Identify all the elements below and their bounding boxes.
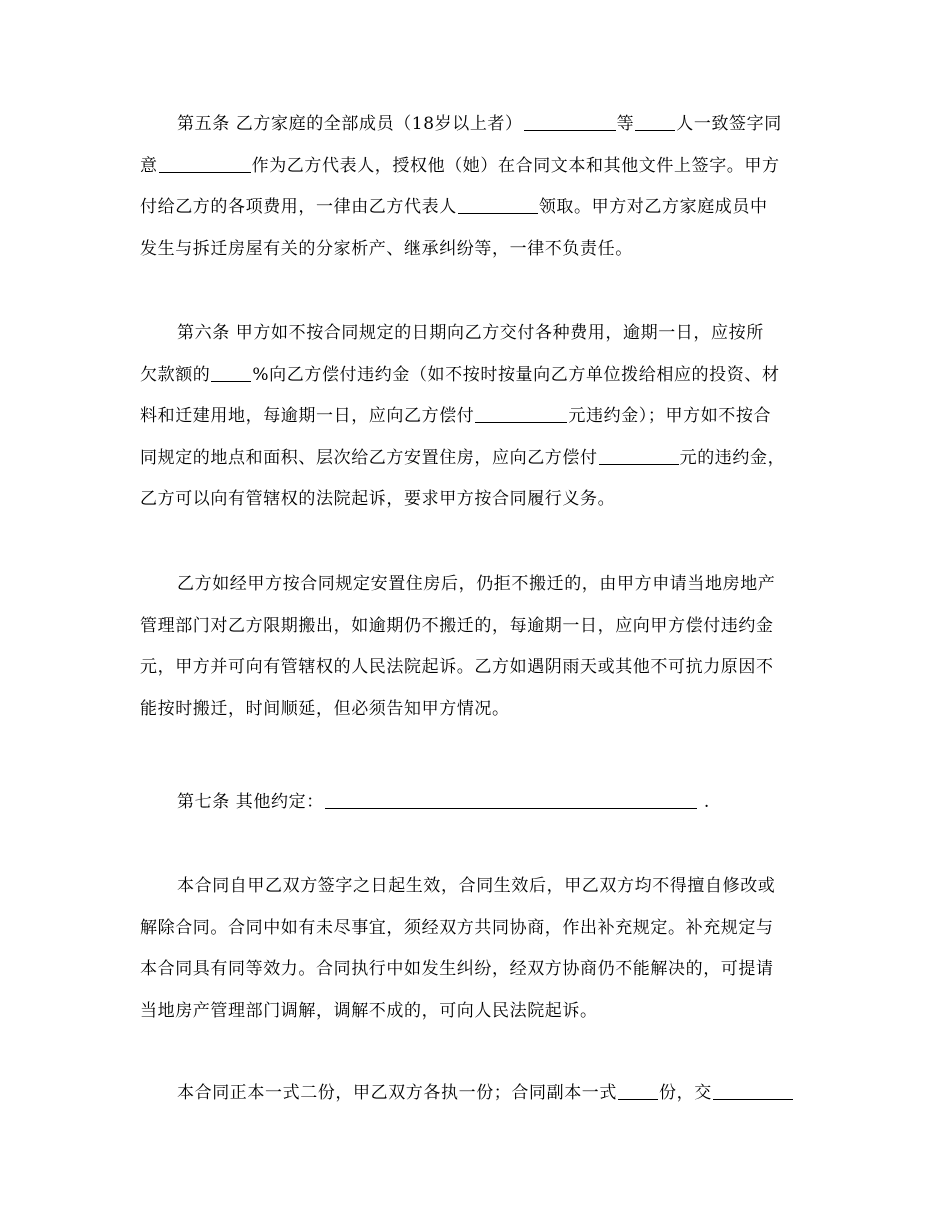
text-line bbox=[140, 187, 812, 229]
text-run: 付给乙方的各项费用，一律由乙方代表人 bbox=[140, 197, 457, 217]
text-line: 乙方可以向有管辖权的法院起诉，要求甲方按合同履行义务。 bbox=[140, 489, 616, 509]
effectiveness-paragraph bbox=[140, 866, 812, 1032]
text-run: 作为乙方代表人，授权他（她）在合同文本和其他文件上签字。甲方 bbox=[251, 155, 780, 176]
text-run: 份，交 bbox=[659, 1083, 712, 1103]
text-line bbox=[140, 104, 812, 146]
text-run: 等 bbox=[616, 114, 635, 134]
blank-field bbox=[599, 447, 679, 465]
text-line: 元，甲方并可向有管辖权的人民法院起诉。乙方如遇阴雨天或其他不可抗力原因不 bbox=[140, 657, 774, 677]
text-run: 第七条 其他约定： bbox=[177, 792, 324, 812]
text-line: 本合同自甲乙双方签字之日起生效，合同生效后，甲乙双方均不得擅自修改或 bbox=[177, 876, 776, 896]
blank-field bbox=[524, 113, 616, 131]
text-run: 人一致签字同 bbox=[676, 114, 782, 134]
blank-field bbox=[475, 405, 567, 423]
blank-field bbox=[458, 196, 538, 214]
text-run: 意 bbox=[140, 155, 158, 176]
text-line bbox=[140, 146, 812, 188]
text-line bbox=[140, 438, 812, 480]
text-line: 能按时搬迁，时间顺延，但必须告知甲方情况。 bbox=[140, 698, 510, 719]
text-run: 元违约金）；甲方如不按合 bbox=[568, 406, 772, 426]
text-line: 乙方如经甲方按合同规定安置住房后，仍拒不搬迁的，由甲方申请当地房地产 bbox=[177, 574, 776, 594]
blank-field bbox=[325, 791, 697, 809]
text-run: 料和迁建用地，每逾期一日，应向乙方偿付 bbox=[140, 406, 475, 426]
article-6-paragraph bbox=[140, 313, 812, 521]
blank-field bbox=[618, 1082, 658, 1100]
text-run: 同规定的地点和面积、层次给乙方安置住房，应向乙方偿付 bbox=[140, 447, 598, 468]
copies-paragraph bbox=[140, 1073, 812, 1115]
text-line bbox=[140, 355, 812, 397]
text-line: 解除合同。合同中如有未尽事宜，须经双方共同协商，作出补充规定。补充规定与 bbox=[140, 917, 774, 938]
text-line: 本合同具有同等效力。合同执行中如发生纠纷，经双方协商仍不能解决的，可提请 bbox=[140, 959, 774, 979]
blank-field bbox=[635, 113, 675, 131]
relocation-refusal-paragraph bbox=[140, 564, 812, 730]
text-run: %向乙方偿付违约金（如不按时按量向乙方单位拨给相应的投资、材 bbox=[252, 364, 780, 385]
text-run: 元的违约金， bbox=[679, 447, 786, 468]
text-line: 第六条 甲方如不按合同规定的日期向乙方交付各种费用，逾期一日，应按所 bbox=[177, 323, 764, 343]
article-7-paragraph bbox=[140, 782, 812, 824]
blank-field bbox=[211, 364, 251, 382]
blank-field bbox=[713, 1082, 793, 1100]
blank-field bbox=[159, 155, 251, 173]
text-run: 欠款额的 bbox=[140, 364, 211, 385]
text-run: 第五条 乙方家庭的全部成员（18岁以上者） bbox=[177, 114, 523, 134]
text-line: 管理部门对乙方限期搬出，如逾期仍不搬迁的，每逾期一日，应向甲方偿付违约金 bbox=[140, 615, 774, 636]
article-5-paragraph bbox=[140, 104, 812, 270]
text-run: 本合同正本一式二份，甲乙双方各执一份；合同副本一式 bbox=[177, 1083, 617, 1103]
text-run: . bbox=[697, 792, 710, 812]
text-line bbox=[140, 782, 812, 824]
text-line bbox=[140, 396, 812, 438]
text-line bbox=[140, 1073, 812, 1115]
text-line: 当地房产管理部门调解，调解不成的，可向人民法院起诉。 bbox=[140, 1000, 598, 1021]
text-line: 发生与拆迁房屋有关的分家析产、继承纠纷等，一律不负责任。 bbox=[140, 238, 633, 259]
text-run: 领取。甲方对乙方家庭成员中 bbox=[538, 197, 768, 217]
